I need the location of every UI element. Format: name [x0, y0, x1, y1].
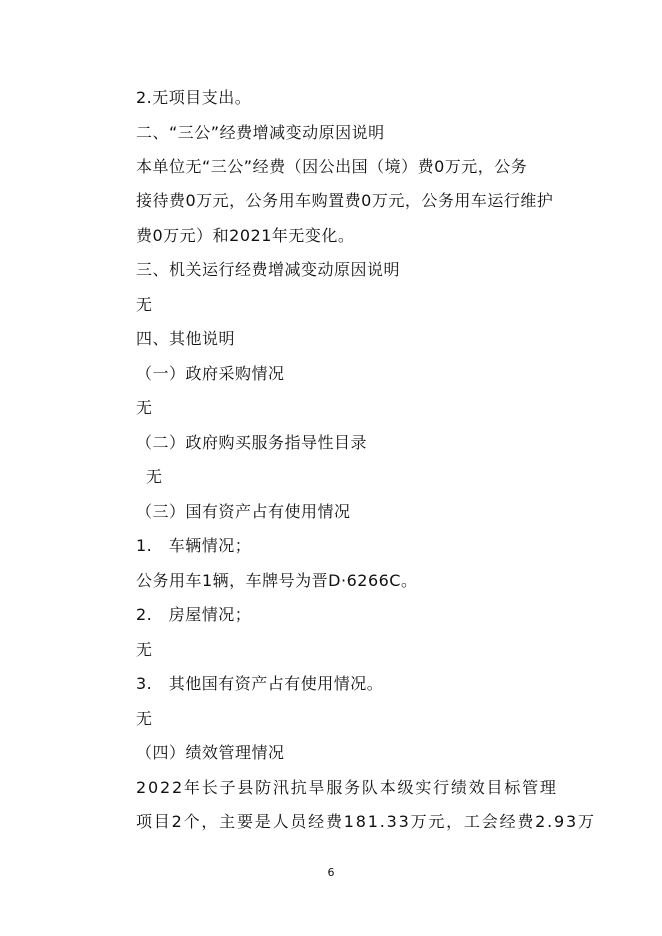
subheading-purchased-services-catalog: （二）政府购买服务指导性目录	[136, 433, 368, 452]
paragraph-performance-line-2: 项目2个，主要是人员经费181.33万元，工会经费2.93万	[136, 812, 596, 831]
list-item-vehicles: 1. 车辆情况；	[136, 536, 252, 555]
text-none-procurement: 无	[136, 398, 153, 417]
page-number: 6	[327, 866, 335, 879]
text-none-operating: 无	[136, 295, 153, 314]
paragraph-three-public-line-2: 接待费0万元，公务用车购置费0万元，公务用车运行维护	[136, 191, 554, 210]
text-none-housing: 无	[136, 640, 153, 659]
heading-three-public-expenses: 二、“三公”经费增减变动原因说明	[136, 123, 385, 142]
text-none-services: 无	[146, 467, 163, 486]
text-vehicle-details: 公务用车1辆，车牌号为晋D·6266C。	[136, 571, 418, 590]
subheading-performance-management: （四）绩效管理情况	[136, 743, 285, 762]
paragraph-three-public-line-1: 本单位无“三公”经费（因公出国（境）费0万元，公务	[136, 157, 528, 176]
list-item-housing: 2. 房屋情况；	[136, 605, 252, 624]
subheading-government-procurement: （一）政府采购情况	[136, 364, 285, 383]
paragraph-performance-line-1: 2022年长子县防汛抗旱服务队本级实行绩效目标管理	[136, 778, 558, 797]
subheading-state-assets: （三）国有资产占有使用情况	[136, 502, 351, 521]
paragraph-three-public-line-3: 费0万元）和2021年无变化。	[136, 226, 355, 245]
heading-operating-expenses: 三、机关运行经费增减变动原因说明	[136, 260, 401, 279]
text-line-no-project-expense: 2.无项目支出。	[136, 88, 252, 107]
heading-other-notes: 四、其他说明	[136, 329, 236, 348]
text-none-other-assets: 无	[136, 709, 153, 728]
list-item-other-assets: 3. 其他国有资产占有使用情况。	[136, 674, 384, 693]
